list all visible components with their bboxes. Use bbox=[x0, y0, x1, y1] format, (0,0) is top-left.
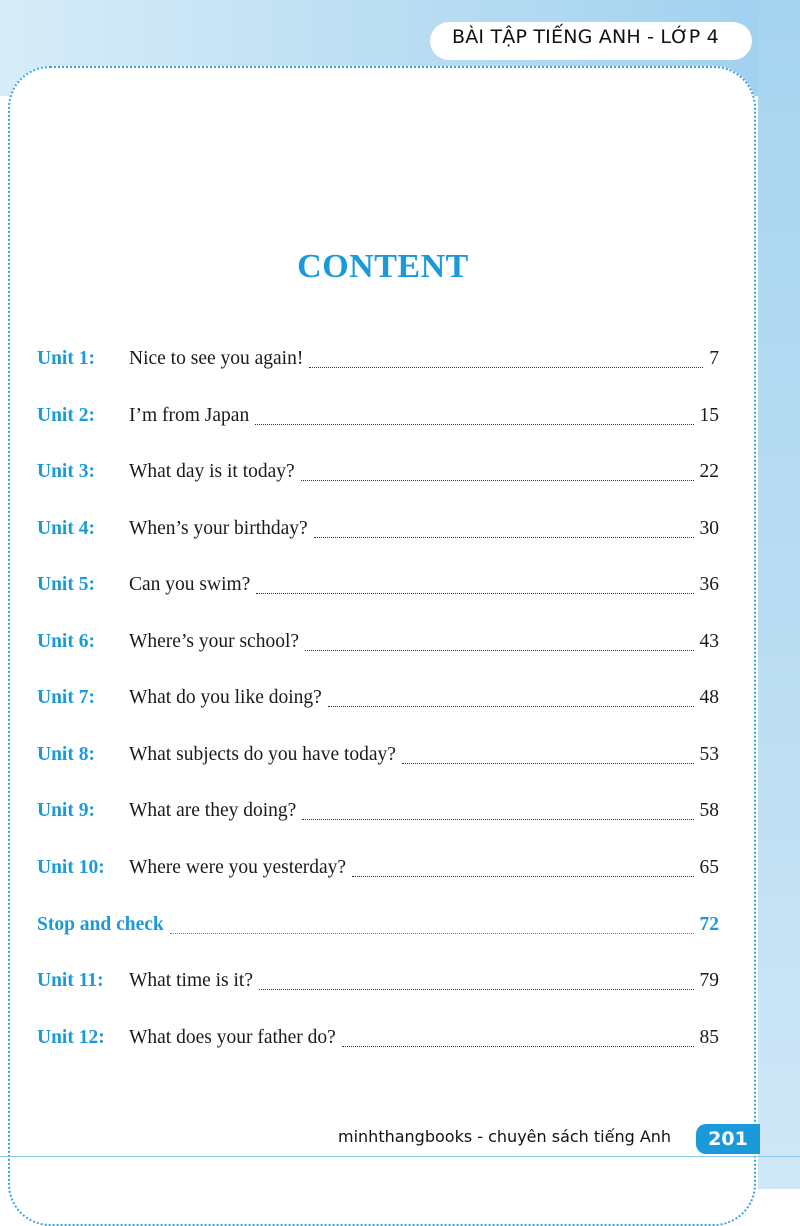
page-number: 79 bbox=[699, 970, 719, 991]
unit-title: Nice to see you again! bbox=[129, 348, 304, 369]
footer-divider bbox=[0, 1156, 800, 1157]
dot-leader bbox=[302, 819, 693, 820]
toc-row-unit-10 bbox=[37, 857, 719, 887]
unit-label: Unit 8: bbox=[37, 744, 95, 765]
unit-label: Unit 10: bbox=[37, 857, 105, 878]
page-number: 53 bbox=[699, 744, 719, 765]
dot-leader bbox=[352, 876, 693, 877]
page-number: 72 bbox=[699, 914, 719, 935]
dot-leader bbox=[170, 933, 694, 934]
side-band bbox=[758, 0, 800, 1189]
toc-row-unit-12 bbox=[37, 1027, 719, 1057]
page-number: 22 bbox=[699, 461, 719, 482]
page-number: 85 bbox=[699, 1027, 719, 1048]
page-number: 65 bbox=[699, 857, 719, 878]
unit-title: Stop and check bbox=[37, 914, 164, 935]
toc-row-unit-2 bbox=[37, 405, 719, 435]
unit-title: Can you swim? bbox=[129, 574, 251, 595]
page-number: 43 bbox=[699, 631, 719, 652]
dot-leader bbox=[255, 424, 693, 425]
dot-leader bbox=[342, 1046, 694, 1047]
toc-row-unit-6 bbox=[37, 631, 719, 661]
dot-leader bbox=[301, 480, 694, 481]
unit-title: What day is it today? bbox=[129, 461, 295, 482]
unit-title: Where were you yesterday? bbox=[129, 857, 347, 878]
unit-label: Unit 2: bbox=[37, 405, 95, 426]
unit-title: When’s your birthday? bbox=[129, 518, 308, 539]
page-title: CONTENT bbox=[297, 248, 469, 285]
unit-label: Unit 7: bbox=[37, 687, 95, 708]
page-number: 36 bbox=[699, 574, 719, 595]
toc-row-unit-4 bbox=[37, 518, 719, 548]
unit-label: Unit 4: bbox=[37, 518, 95, 539]
toc-row-unit-3 bbox=[37, 461, 719, 491]
unit-title: Where’s your school? bbox=[129, 631, 300, 652]
dot-leader bbox=[305, 650, 693, 651]
dot-leader bbox=[328, 706, 694, 707]
unit-label: Unit 3: bbox=[37, 461, 95, 482]
page-number-badge: 201 bbox=[696, 1124, 760, 1154]
unit-label: Unit 5: bbox=[37, 574, 95, 595]
toc-row-unit-1 bbox=[37, 348, 719, 378]
unit-label: Unit 11: bbox=[37, 970, 104, 991]
toc-row-unit-7 bbox=[37, 687, 719, 717]
page-number: 58 bbox=[699, 800, 719, 821]
toc-row-unit-8 bbox=[37, 744, 719, 774]
unit-title: I’m from Japan bbox=[129, 405, 250, 426]
toc-row-unit-9 bbox=[37, 800, 719, 830]
unit-label: Unit 6: bbox=[37, 631, 95, 652]
dot-leader bbox=[256, 593, 693, 594]
unit-label: Unit 1: bbox=[37, 348, 95, 369]
dot-leader bbox=[259, 989, 693, 990]
footer-publisher: minhthangbooks - chuyên sách tiếng Anh bbox=[338, 1127, 672, 1146]
dot-leader bbox=[309, 367, 703, 368]
unit-title: What does your father do? bbox=[129, 1027, 336, 1048]
page-number: 15 bbox=[699, 405, 719, 426]
page-number: 30 bbox=[699, 518, 719, 539]
toc-row-stop-and-check bbox=[37, 914, 719, 944]
book-title: BÀI TẬP TIẾNG ANH - LỚP 4 bbox=[452, 26, 719, 48]
unit-title: What do you like doing? bbox=[129, 687, 322, 708]
toc-row-unit-11 bbox=[37, 970, 719, 1000]
unit-title: What subjects do you have today? bbox=[129, 744, 396, 765]
unit-title: What time is it? bbox=[129, 970, 254, 991]
unit-label: Unit 12: bbox=[37, 1027, 105, 1048]
dot-leader bbox=[314, 537, 694, 538]
dot-leader bbox=[402, 763, 694, 764]
page-number: 7 bbox=[709, 348, 719, 369]
unit-label: Unit 9: bbox=[37, 800, 95, 821]
toc-row-unit-5 bbox=[37, 574, 719, 604]
page-number: 48 bbox=[699, 687, 719, 708]
unit-title: What are they doing? bbox=[129, 800, 297, 821]
